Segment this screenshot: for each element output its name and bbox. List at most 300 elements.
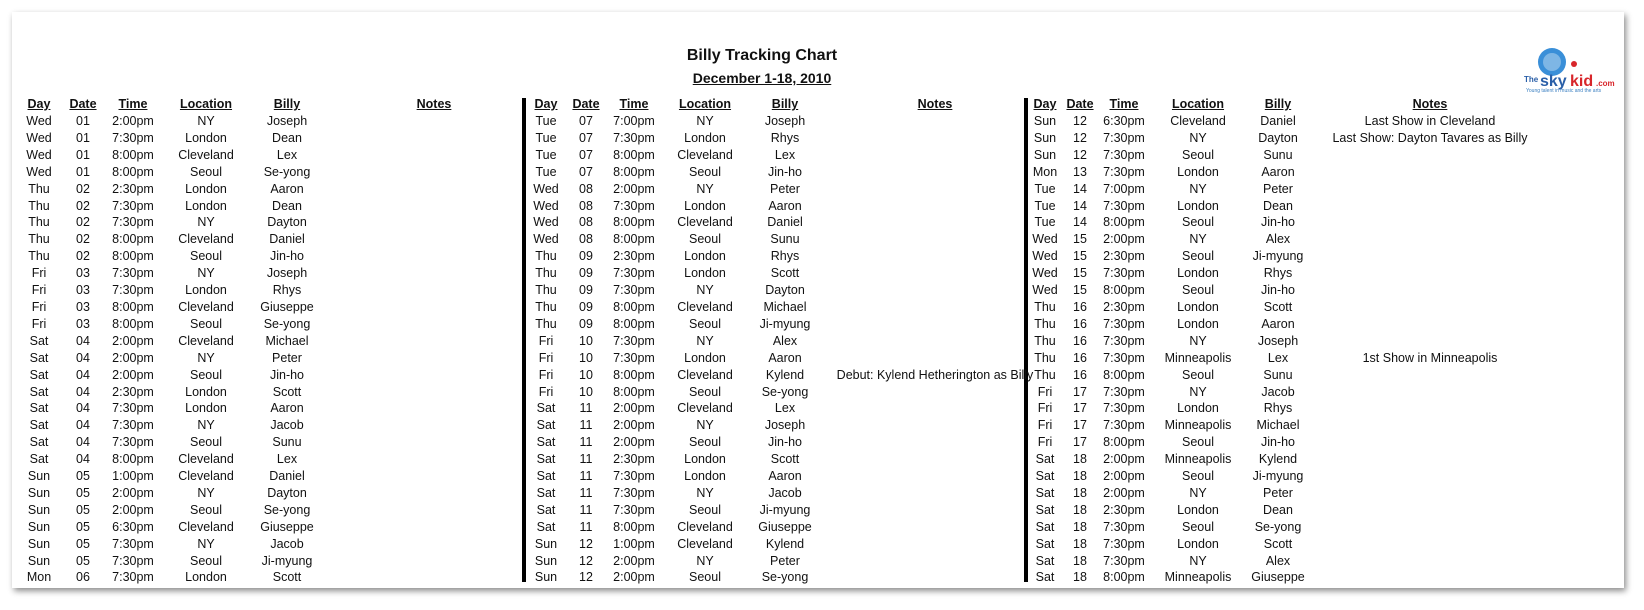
table-row <box>1026 181 1548 198</box>
cell-location: Cleveland <box>677 215 733 230</box>
cell-date: 12 <box>579 536 593 551</box>
cell-location: London <box>185 198 227 213</box>
table-row <box>14 536 542 553</box>
cell-billy: Dayton <box>267 215 307 230</box>
cell-billy: Lex <box>1267 350 1289 365</box>
table-row <box>1026 553 1548 570</box>
table-row <box>14 333 542 350</box>
cell-date: 11 <box>579 452 593 467</box>
cell-day: Sat <box>29 435 49 450</box>
cell-billy: Joseph <box>764 418 806 433</box>
table-row <box>14 164 542 181</box>
cell-billy: Kylend <box>765 367 805 382</box>
cell-time: 6:30pm <box>1103 114 1145 128</box>
cell-day: Sun <box>27 553 51 568</box>
cell-time: 7:30pm <box>1103 164 1145 179</box>
cell-notes <box>1312 417 1548 434</box>
logo-dot-icon <box>1571 61 1577 67</box>
cell-date: 07 <box>579 130 593 145</box>
cell-notes: 1st Show in Minneapolis <box>1362 350 1498 365</box>
cell-time: 7:30pm <box>112 283 154 298</box>
cell-day: Fri <box>538 350 554 365</box>
cell-time: 7:30pm <box>613 333 655 348</box>
table-row <box>524 248 1046 265</box>
cell-location: Seoul <box>689 164 721 179</box>
cell-notes <box>1312 519 1548 536</box>
cell-billy: Lex <box>276 452 298 467</box>
cell-notes <box>824 502 1046 519</box>
cell-time: 8:00pm <box>112 147 154 162</box>
cell-date: 08 <box>579 232 593 247</box>
cell-time: 7:30pm <box>1103 266 1145 281</box>
cell-notes <box>326 519 542 536</box>
cell-day: Wed <box>26 114 52 128</box>
cell-time: 2:30pm <box>613 249 655 264</box>
table-row <box>524 147 1046 164</box>
logo-kid-text: kid <box>1570 73 1594 90</box>
table-row <box>1026 299 1548 316</box>
cell-location: NY <box>197 350 215 365</box>
cell-billy: Daniel <box>767 215 803 230</box>
cell-billy: Se-yong <box>761 570 809 585</box>
table-row <box>524 384 1046 401</box>
cell-location: NY <box>1189 384 1207 399</box>
cell-time: 7:30pm <box>1103 553 1145 568</box>
table-row <box>524 367 1046 384</box>
cell-billy: Dayton <box>765 283 805 298</box>
table-row <box>1026 198 1548 215</box>
cell-billy: Dean <box>272 130 302 145</box>
cell-time: 8:00pm <box>613 519 655 534</box>
table-row <box>1026 468 1548 485</box>
cell-location: Cleveland <box>677 299 733 314</box>
cell-billy: Scott <box>770 452 800 467</box>
cell-billy: Jin-ho <box>1260 283 1296 298</box>
cell-day: Sat <box>29 384 49 399</box>
cell-time: 7:00pm <box>1103 181 1145 196</box>
cell-time: 7:30pm <box>112 401 154 416</box>
cell-notes <box>824 248 1046 265</box>
cell-billy: Michael <box>265 333 309 348</box>
cell-billy: Dean <box>272 198 302 213</box>
cell-time: 7:30pm <box>613 198 655 213</box>
cell-time: 7:30pm <box>613 485 655 500</box>
cell-location: NY <box>696 418 714 433</box>
cell-date: 05 <box>76 502 90 517</box>
header-billy: Billy <box>1264 97 1292 111</box>
cell-location: Seoul <box>1182 147 1214 162</box>
table-row <box>524 536 1046 553</box>
cell-location: NY <box>696 181 714 196</box>
cell-billy: Jin-ho <box>767 164 803 179</box>
cell-day: Sat <box>1035 553 1055 568</box>
header-day: Day <box>27 97 51 111</box>
cell-day: Thu <box>535 316 557 331</box>
table-row <box>524 113 1046 130</box>
table-row <box>14 350 542 367</box>
cell-time: 2:00pm <box>112 333 154 348</box>
table-row <box>524 333 1046 350</box>
cell-day: Mon <box>26 570 52 585</box>
cell-billy: Aaron <box>1261 164 1295 179</box>
cell-day: Sat <box>1035 502 1055 517</box>
cell-notes <box>1312 164 1548 181</box>
cell-date: 10 <box>579 350 593 365</box>
cell-location: NY <box>197 485 215 500</box>
table-row <box>524 485 1046 502</box>
cell-day: Sat <box>1035 570 1055 585</box>
table-row <box>1026 569 1548 586</box>
cell-date: 08 <box>579 198 593 213</box>
cell-time: 7:30pm <box>112 198 154 213</box>
cell-time: 8:00pm <box>112 452 154 467</box>
cell-time: 7:30pm <box>613 130 655 145</box>
cell-day: Tue <box>1034 215 1056 230</box>
cell-day: Fri <box>538 333 554 348</box>
cell-day: Sat <box>1035 452 1055 467</box>
cell-date: 16 <box>1073 316 1087 331</box>
cell-location: Seoul <box>689 316 721 331</box>
cell-notes <box>824 417 1046 434</box>
cell-notes <box>824 333 1046 350</box>
table-row <box>1026 536 1548 553</box>
cell-billy: Jin-ho <box>1260 215 1296 230</box>
table-row <box>524 198 1046 215</box>
cell-date: 09 <box>579 266 593 281</box>
cell-billy: Dayton <box>267 485 307 500</box>
cell-date: 07 <box>579 164 593 179</box>
cell-billy: Dean <box>1263 198 1293 213</box>
cell-notes <box>824 485 1046 502</box>
cell-location: London <box>1177 536 1219 551</box>
cell-billy: Michael <box>1256 418 1300 433</box>
cell-date: 18 <box>1073 536 1087 551</box>
header-date: Date <box>572 97 600 111</box>
cell-day: Fri <box>1037 418 1053 433</box>
cell-notes <box>824 384 1046 401</box>
cell-billy: Lex <box>774 147 796 162</box>
cell-date: 08 <box>579 215 593 230</box>
cell-billy: Jacob <box>270 536 304 551</box>
cell-time: 8:00pm <box>1103 435 1145 450</box>
cell-billy: Sunu <box>1263 147 1293 162</box>
cell-date: 03 <box>76 283 90 298</box>
cell-day: Sun <box>27 536 51 551</box>
cell-time: 2:30pm <box>613 452 655 467</box>
header-location: Location <box>179 97 233 111</box>
cell-location: Seoul <box>689 570 721 585</box>
cell-day: Wed <box>1032 283 1058 298</box>
cell-day: Fri <box>1037 401 1053 416</box>
cell-notes <box>1312 316 1548 333</box>
cell-date: 07 <box>579 147 593 162</box>
cell-location: NY <box>696 553 714 568</box>
cell-day: Thu <box>535 249 557 264</box>
cell-day: Wed <box>533 181 559 196</box>
cell-location: Cleveland <box>178 519 234 534</box>
table-row <box>1026 400 1548 417</box>
cell-notes <box>824 350 1046 367</box>
cell-billy: Ji-myung <box>759 316 811 331</box>
table-row <box>14 468 542 485</box>
table-row <box>524 164 1046 181</box>
cell-billy: Alex <box>1265 232 1291 247</box>
cell-location: Seoul <box>689 435 721 450</box>
cell-billy: Daniel <box>1260 114 1296 128</box>
cell-date: 04 <box>76 333 90 348</box>
cell-day: Thu <box>535 266 557 281</box>
cell-day: Fri <box>31 316 47 331</box>
cell-location: London <box>684 469 726 484</box>
cell-time: 8:00pm <box>112 249 154 264</box>
cell-notes <box>1312 536 1548 553</box>
cell-billy: Lex <box>774 401 796 416</box>
cell-date: 01 <box>76 147 90 162</box>
cell-location: Seoul <box>689 232 721 247</box>
cell-date: 14 <box>1073 198 1087 213</box>
cell-time: 2:00pm <box>613 181 655 196</box>
cell-date: 04 <box>76 367 90 382</box>
cell-day: Sat <box>29 367 49 382</box>
cell-billy: Daniel <box>269 469 305 484</box>
cell-billy: Rhys <box>1263 266 1293 281</box>
header-location: Location <box>1171 97 1225 111</box>
cell-date: 11 <box>579 401 593 416</box>
cell-time: 7:30pm <box>613 469 655 484</box>
cell-notes <box>326 417 542 434</box>
cell-notes <box>326 181 542 198</box>
table-row <box>14 113 542 130</box>
cell-billy: Kylend <box>1258 452 1298 467</box>
cell-location: NY <box>197 266 215 281</box>
cell-location: Seoul <box>190 316 222 331</box>
cell-date: 18 <box>1073 553 1087 568</box>
cell-billy: Kylend <box>765 536 805 551</box>
cell-billy: Scott <box>1263 299 1293 314</box>
cell-billy: Jin-ho <box>269 249 305 264</box>
table-row <box>14 384 542 401</box>
cell-notes <box>326 468 542 485</box>
cell-date: 02 <box>76 215 90 230</box>
cell-location: Cleveland <box>178 232 234 247</box>
cell-billy: Jacob <box>768 485 802 500</box>
cell-notes <box>326 569 542 586</box>
cell-day: Sat <box>536 418 556 433</box>
cell-time: 7:30pm <box>613 350 655 365</box>
schedule-table-2 <box>524 95 1046 586</box>
cell-day: Thu <box>1034 316 1056 331</box>
cell-location: NY <box>1189 485 1207 500</box>
cell-date: 18 <box>1073 519 1087 534</box>
cell-location: London <box>684 266 726 281</box>
cell-day: Tue <box>535 114 557 128</box>
cell-location: London <box>185 283 227 298</box>
cell-notes <box>1312 434 1548 451</box>
cell-notes <box>1312 451 1548 468</box>
cell-day: Wed <box>533 198 559 213</box>
cell-notes <box>326 130 542 147</box>
cell-notes <box>824 536 1046 553</box>
cell-day: Thu <box>1034 299 1056 314</box>
cell-time: 2:00pm <box>112 367 154 382</box>
schedule-table-3 <box>1026 95 1548 586</box>
cell-time: 7:30pm <box>112 215 154 230</box>
cell-day: Thu <box>1034 333 1056 348</box>
cell-day: Wed <box>26 147 52 162</box>
cell-time: 8:00pm <box>613 316 655 331</box>
table-row <box>1026 248 1548 265</box>
cell-billy: Aaron <box>270 401 304 416</box>
cell-notes <box>1312 553 1548 570</box>
cell-notes <box>824 569 1046 586</box>
cell-location: Seoul <box>1182 367 1214 382</box>
cell-date: 12 <box>1073 130 1087 145</box>
cell-date: 09 <box>579 283 593 298</box>
cell-location: NY <box>1189 333 1207 348</box>
cell-time: 2:00pm <box>112 485 154 500</box>
chart-title: Billy Tracking Chart <box>686 47 838 64</box>
cell-billy: Giuseppe <box>260 519 314 534</box>
table-row <box>14 434 542 451</box>
cell-notes <box>1312 181 1548 198</box>
cell-day: Thu <box>28 249 50 264</box>
cell-time: 2:30pm <box>1103 502 1145 517</box>
cell-date: 04 <box>76 418 90 433</box>
cell-time: 7:30pm <box>1103 198 1145 213</box>
cell-notes <box>326 367 542 384</box>
cell-time: 7:30pm <box>613 502 655 517</box>
cell-notes <box>326 164 542 181</box>
cell-day: Thu <box>28 232 50 247</box>
table-row <box>524 350 1046 367</box>
cell-billy: Dayton <box>1258 130 1298 145</box>
cell-billy: Ji-myung <box>1252 249 1304 264</box>
header-time: Time <box>619 97 649 111</box>
document-page <box>12 12 1624 588</box>
cell-time: 7:00pm <box>613 114 655 128</box>
cell-billy: Peter <box>770 553 800 568</box>
cell-notes <box>1312 367 1548 384</box>
cell-time: 7:30pm <box>112 553 154 568</box>
cell-time: 8:00pm <box>1103 367 1145 382</box>
cell-time: 8:00pm <box>112 299 154 314</box>
cell-location: Cleveland <box>178 299 234 314</box>
header-notes: Notes <box>416 97 452 111</box>
cell-notes <box>824 265 1046 282</box>
cell-notes <box>326 502 542 519</box>
table-row <box>14 198 542 215</box>
table-row <box>14 502 542 519</box>
cell-day: Thu <box>535 283 557 298</box>
cell-day: Sun <box>1033 147 1057 162</box>
cell-date: 04 <box>76 452 90 467</box>
cell-billy: Alex <box>1265 553 1291 568</box>
cell-location: London <box>185 401 227 416</box>
cell-date: 15 <box>1073 232 1087 247</box>
cell-location: Seoul <box>190 553 222 568</box>
cell-time: 7:30pm <box>112 266 154 281</box>
cell-time: 7:30pm <box>1103 536 1145 551</box>
header-date: Date <box>1066 97 1094 111</box>
cell-location: NY <box>197 215 215 230</box>
cell-day: Sat <box>29 418 49 433</box>
cell-notes <box>824 316 1046 333</box>
cell-date: 11 <box>579 469 593 484</box>
cell-notes <box>824 113 1046 130</box>
cell-day: Thu <box>28 198 50 213</box>
cell-location: NY <box>696 283 714 298</box>
table-row <box>14 231 542 248</box>
cell-billy: Jin-ho <box>1260 435 1296 450</box>
cell-location: Seoul <box>689 384 721 399</box>
cell-time: 2:30pm <box>1103 299 1145 314</box>
cell-notes <box>1312 265 1548 282</box>
cell-billy: Ji-myung <box>261 553 313 568</box>
cell-day: Sun <box>1033 114 1057 128</box>
cell-notes <box>824 468 1046 485</box>
cell-notes <box>326 316 542 333</box>
table-row <box>524 265 1046 282</box>
table-row <box>14 485 542 502</box>
cell-notes: Last Show in Cleveland <box>1364 114 1496 128</box>
cell-location: Seoul <box>1182 249 1214 264</box>
table-row <box>1026 130 1548 147</box>
cell-billy: Aaron <box>270 181 304 196</box>
cell-location: Minneapolis <box>1164 452 1232 467</box>
cell-billy: Aaron <box>1261 316 1295 331</box>
header-notes: Notes <box>917 97 953 111</box>
cell-date: 16 <box>1073 367 1087 382</box>
cell-location: Cleveland <box>178 452 234 467</box>
cell-location: London <box>1177 299 1219 314</box>
cell-location: NY <box>696 333 714 348</box>
cell-date: 09 <box>579 299 593 314</box>
cell-date: 18 <box>1073 502 1087 517</box>
cell-time: 2:30pm <box>112 181 154 196</box>
cell-date: 04 <box>76 435 90 450</box>
cell-billy: Ji-myung <box>759 502 811 517</box>
cell-time: 7:30pm <box>1103 519 1145 534</box>
cell-notes <box>1312 485 1548 502</box>
cell-location: Minneapolis <box>1164 570 1232 585</box>
cell-billy: Scott <box>272 384 302 399</box>
cell-date: 11 <box>579 519 593 534</box>
cell-date: 18 <box>1073 570 1087 585</box>
cell-billy: Se-yong <box>263 316 311 331</box>
cell-date: 05 <box>76 519 90 534</box>
cell-day: Sat <box>29 452 49 467</box>
cell-time: 7:30pm <box>1103 418 1145 433</box>
cell-notes <box>326 553 542 570</box>
cell-day: Thu <box>1034 350 1056 365</box>
table-row <box>524 553 1046 570</box>
cell-day: Wed <box>26 130 52 145</box>
cell-location: Seoul <box>1182 215 1214 230</box>
cell-location: Cleveland <box>178 333 234 348</box>
cell-billy: Jin-ho <box>269 367 305 382</box>
cell-location: NY <box>1189 553 1207 568</box>
cell-date: 15 <box>1073 266 1087 281</box>
cell-notes <box>326 400 542 417</box>
cell-day: Sat <box>536 435 556 450</box>
cell-day: Thu <box>535 299 557 314</box>
cell-day: Wed <box>533 232 559 247</box>
cell-location: Cleveland <box>178 147 234 162</box>
cell-date: 05 <box>76 469 90 484</box>
table-row <box>524 468 1046 485</box>
cell-location: NY <box>197 114 215 128</box>
header-date: Date <box>69 97 97 111</box>
